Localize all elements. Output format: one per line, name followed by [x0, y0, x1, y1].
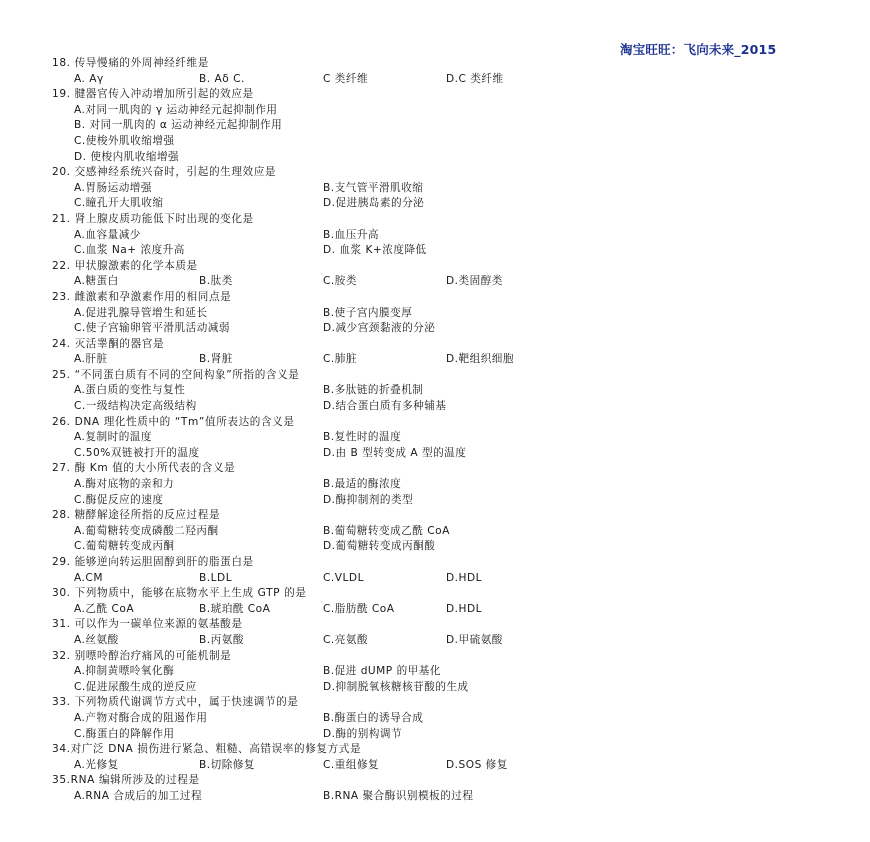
answer-option: C.脂肪酰 CoA — [323, 602, 395, 615]
answer-option: B.肽类 — [199, 275, 233, 288]
answer-option: A.肝脏 — [74, 353, 108, 366]
option-row — [52, 539, 812, 555]
question-stem: 35.RNA 编辑所涉及的过程是 — [52, 774, 200, 787]
answer-option: B.切除修复 — [199, 758, 256, 771]
question-item — [52, 461, 812, 508]
option-row — [52, 633, 812, 649]
answer-option: D.HDL — [446, 571, 483, 584]
option-row — [52, 446, 812, 462]
option-row — [52, 477, 812, 493]
question-stem: 25. “不同蛋白质有不同的空间构象”所指的含义是 — [52, 368, 300, 381]
answer-option: D.类固醇类 — [446, 275, 503, 288]
question-item — [52, 742, 812, 773]
option-row — [52, 103, 812, 119]
option-row — [52, 758, 812, 774]
question-item — [52, 695, 812, 742]
question-item — [52, 617, 812, 648]
answer-option: C.一级结构决定高级结构 — [74, 400, 197, 413]
option-row — [52, 134, 812, 150]
question-stem: 34.对广泛 DNA 损伤进行紧急、粗糙、高错误率的修复方式是 — [52, 743, 362, 756]
option-row — [52, 181, 812, 197]
question-item — [52, 368, 812, 415]
answer-option: D.SOS 修复 — [446, 758, 508, 771]
answer-option: A.血容量减少 — [74, 228, 141, 241]
answer-option: A. Aγ — [74, 72, 104, 85]
answer-option: C 类纤维 — [323, 72, 369, 85]
question-item — [52, 165, 812, 212]
question-stem: 26. DNA 理化性质中的 “Tm”值所表达的含义是 — [52, 415, 295, 428]
option-row — [52, 150, 812, 166]
answer-option: D.由 B 型转变成 A 型的温度 — [323, 446, 467, 459]
question-stem: 21. 肾上腺皮质功能低下时出现的变化是 — [52, 212, 254, 225]
question-item — [52, 212, 812, 259]
answer-option: B.血压升高 — [323, 228, 380, 241]
answer-option: C.VLDL — [323, 571, 364, 584]
answer-option: B.多肽链的折叠机制 — [323, 384, 424, 397]
answer-option: C.血浆 Na+ 浓度升高 — [74, 244, 185, 257]
option-row — [52, 602, 812, 618]
option-row — [52, 664, 812, 680]
answer-option: A.CM — [74, 571, 103, 584]
question-stem: 20. 交感神经系统兴奋时，引起的生理效应是 — [52, 166, 277, 179]
answer-option: D. 血浆 K+浓度降低 — [323, 244, 427, 257]
option-row — [52, 399, 812, 415]
option-row — [52, 524, 812, 540]
answer-option: C.肺脏 — [323, 353, 357, 366]
answer-option: C.胺类 — [323, 275, 357, 288]
question-item — [52, 87, 812, 165]
answer-option: C.瞳孔开大肌收缩 — [74, 197, 164, 210]
answer-option: B.促进 dUMP 的甲基化 — [323, 665, 441, 678]
question-item — [52, 415, 812, 462]
question-stem: 31. 可以作为一碳单位来源的氨基酸是 — [52, 618, 243, 631]
answer-option: A.丝氨酸 — [74, 633, 119, 646]
answer-option: C.亮氨酸 — [323, 633, 369, 646]
answer-option: D.抑制脱氧核糖核苷酸的生成 — [323, 680, 469, 693]
answer-option: A.葡萄糖转变成磷酸二羟丙酮 — [74, 524, 219, 537]
answer-option: C.重组修复 — [323, 758, 380, 771]
answer-option: B.LDL — [199, 571, 233, 584]
answer-option: A.促进乳腺导管增生和延长 — [74, 306, 208, 319]
answer-option: A.产物对酶合成的阻遏作用 — [74, 711, 208, 724]
answer-option: B.最适的酶浓度 — [323, 478, 402, 491]
answer-option: B. 对同一肌肉的 α 运动神经元起抑制作用 — [74, 119, 283, 132]
question-list — [52, 56, 812, 805]
answer-option: A.胃肠运动增强 — [74, 181, 152, 194]
option-row — [52, 727, 812, 743]
option-row — [52, 493, 812, 509]
option-row — [52, 571, 812, 587]
option-row — [52, 243, 812, 259]
answer-option: C.50%双链被打开的温度 — [74, 446, 200, 459]
answer-option: A.抑制黄嘌呤氧化酶 — [74, 665, 175, 678]
answer-option: C.使梭外肌收缩增强 — [74, 134, 175, 147]
question-stem: 28. 糖酵解途径所指的反应过程是 — [52, 509, 221, 522]
question-item — [52, 337, 812, 368]
answer-option: D.C 类纤维 — [446, 72, 504, 85]
answer-option: D.甲硫氨酸 — [446, 633, 503, 646]
answer-option: D.HDL — [446, 602, 483, 615]
answer-option: C.促进尿酸生成的逆反应 — [74, 680, 197, 693]
answer-option: A.酶对底物的亲和力 — [74, 478, 175, 491]
watermark-text: 淘宝旺旺：飞向未来_2015 — [620, 42, 777, 57]
question-item — [52, 508, 812, 555]
question-stem: 19. 腱器官传入冲动增加所引起的效应是 — [52, 88, 254, 101]
question-item — [52, 773, 812, 804]
answer-option: B.支气管平滑肌收缩 — [323, 181, 424, 194]
option-row — [52, 680, 812, 696]
option-row — [52, 430, 812, 446]
option-row — [52, 274, 812, 290]
answer-option: D.靶组织细胞 — [446, 353, 514, 366]
answer-option: B. Aδ C. — [199, 72, 245, 85]
option-row — [52, 196, 812, 212]
question-item — [52, 555, 812, 586]
answer-option: C.酶蛋白的降解作用 — [74, 727, 175, 740]
option-row — [52, 383, 812, 399]
question-stem: 24. 灭活睾酮的器官是 — [52, 337, 165, 350]
answer-option: A.蛋白质的变性与复性 — [74, 384, 186, 397]
answer-option: B.丙氨酸 — [199, 633, 244, 646]
answer-option: B.RNA 聚合酶识别模板的过程 — [323, 789, 474, 802]
answer-option: B.复性时的温度 — [323, 431, 402, 444]
option-row — [52, 72, 812, 88]
question-item — [52, 56, 812, 87]
answer-option: D.结合蛋白质有多种辅基 — [323, 400, 447, 413]
answer-option: C.酶促反应的速度 — [74, 493, 164, 506]
question-stem: 22. 甲状腺激素的化学本质是 — [52, 259, 198, 272]
question-stem: 18. 传导慢痛的外周神经纤维是 — [52, 57, 209, 69]
answer-option: A.RNA 合成后的加工过程 — [74, 789, 203, 802]
answer-option: A.光修复 — [74, 758, 119, 771]
option-row — [52, 711, 812, 727]
option-row — [52, 352, 812, 368]
question-stem: 33. 下列物质代谢调节方式中，属于快速调节的是 — [52, 696, 299, 709]
option-row — [52, 306, 812, 322]
question-stem: 29. 能够逆向转运胆固醇到肝的脂蛋白是 — [52, 556, 254, 568]
question-item — [52, 290, 812, 337]
answer-option: D.减少宫颈黏液的分泌 — [323, 322, 436, 335]
answer-option: A.复制时的温度 — [74, 431, 152, 444]
answer-option: A.乙酰 CoA — [74, 602, 135, 615]
answer-option: D.促进胰岛素的分泌 — [323, 197, 425, 210]
answer-option: D.酶的别构调节 — [323, 727, 403, 740]
answer-option: B.肾脏 — [199, 353, 233, 366]
question-stem: 27. 酶 Km 值的大小所代表的含义是 — [52, 462, 236, 475]
option-row — [52, 228, 812, 244]
question-stem: 30. 下列物质中，能够在底物水平上生成 GTP 的是 — [52, 587, 307, 600]
answer-option: C.使子宫输卵管平滑肌活动减弱 — [74, 322, 230, 335]
answer-option: B.葡萄糖转变成乙酰 CoA — [323, 524, 450, 537]
option-row — [52, 789, 812, 805]
question-item — [52, 649, 812, 696]
option-row — [52, 321, 812, 337]
question-item — [52, 259, 812, 290]
answer-option: D.葡萄糖转变成丙酮酸 — [323, 540, 436, 553]
question-item — [52, 586, 812, 617]
answer-option: A.对同一肌肉的 γ 运动神经元起抑制作用 — [74, 103, 278, 116]
answer-option: C.葡萄糖转变成丙酮 — [74, 540, 175, 553]
question-stem: 23. 雌激素和孕激素作用的相同点是 — [52, 290, 232, 303]
answer-option: B.酶蛋白的诱导合成 — [323, 711, 424, 724]
answer-option: D.酶抑制剂的类型 — [323, 493, 414, 506]
answer-option: D. 使梭内肌收缩增强 — [74, 150, 180, 163]
answer-option: A.糖蛋白 — [74, 275, 119, 288]
option-row — [52, 118, 812, 134]
answer-option: B.使子宫内膜变厚 — [323, 306, 413, 319]
question-stem: 32. 别嘌呤醇治疗痛风的可能机制是 — [52, 649, 232, 662]
answer-option: B.琥珀酰 CoA — [199, 602, 271, 615]
